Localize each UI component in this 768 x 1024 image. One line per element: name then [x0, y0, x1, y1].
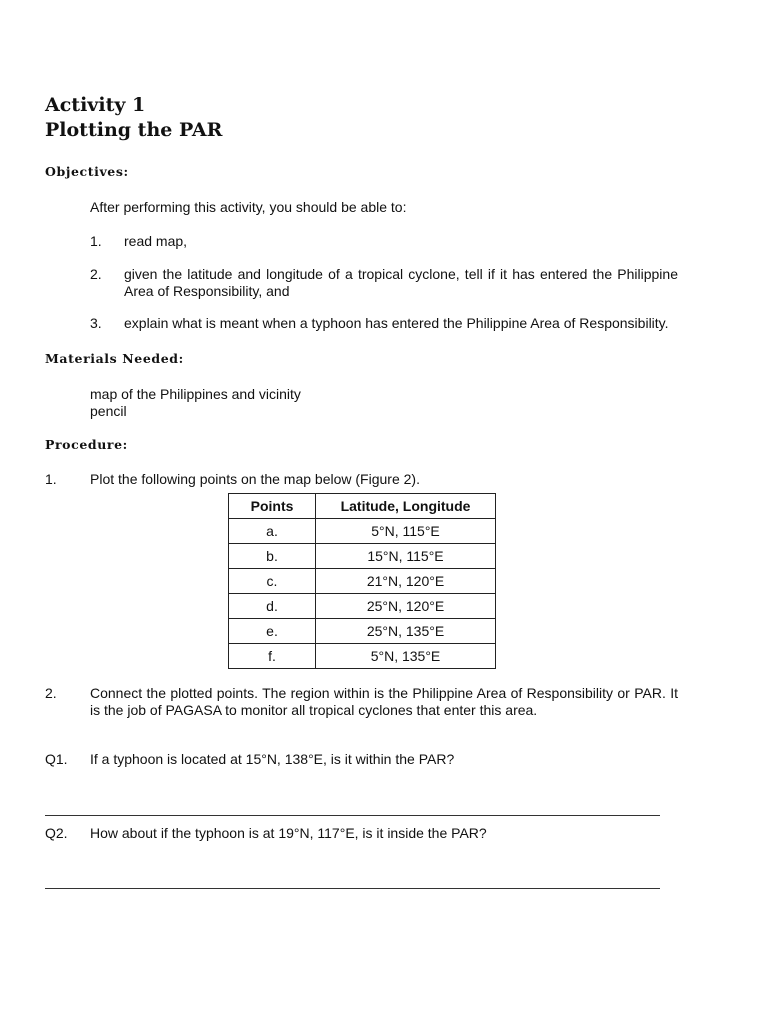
objective-number: 1. [90, 233, 102, 249]
point-label: e. [229, 619, 316, 644]
activity-subtitle: Plotting the PAR [45, 119, 223, 141]
objective-text: read map, [124, 233, 188, 249]
point-label: a. [229, 519, 316, 544]
point-coordinates: 25°N, 120°E [316, 594, 496, 619]
question-label: Q1. [45, 751, 68, 767]
point-coordinates: 5°N, 115°E [316, 519, 496, 544]
objective-text: given the latitude and longitude of a tropical cyclone, tell if it has entered the Philippine Area of Responsibility, and [124, 266, 678, 299]
procedure-step-text: Connect the plotted points. The region within is the Philippine Area of Responsibility or PAR. It is the job of PAGASA to monitor all tropical cyclones that enter this area. [90, 685, 678, 718]
point-label: c. [229, 569, 316, 594]
point-label: b. [229, 544, 316, 569]
question-label: Q2. [45, 825, 68, 841]
table-row [229, 619, 496, 644]
procedure-heading: Procedure: [45, 437, 128, 452]
procedure-step-number: 2. [45, 685, 57, 701]
objective-number: 2. [90, 266, 102, 282]
answer-line[interactable] [45, 888, 660, 889]
table-row [229, 569, 496, 594]
material-item: pencil [90, 403, 127, 419]
table-header-row [229, 494, 496, 519]
question-text: If a typhoon is located at 15°N, 138°E, is it within the PAR? [90, 751, 455, 767]
activity-title: Activity 1 [45, 94, 146, 116]
objectives-intro: After performing this activity, you should be able to: [90, 199, 407, 215]
procedure-step-number: 1. [45, 471, 57, 487]
table-header-cell: Points [229, 494, 316, 519]
answer-line[interactable] [45, 815, 660, 816]
coordinates-table [228, 493, 496, 669]
point-label: d. [229, 594, 316, 619]
table-row [229, 544, 496, 569]
objectives-heading: Objectives: [45, 164, 129, 179]
table-header-cell: Latitude, Longitude [316, 494, 496, 519]
table-row [229, 594, 496, 619]
point-label: f. [229, 644, 316, 669]
point-coordinates: 15°N, 115°E [316, 544, 496, 569]
procedure-step-text: Plot the following points on the map below (Figure 2). [90, 471, 420, 487]
materials-heading: Materials Needed: [45, 351, 184, 366]
question-text: How about if the typhoon is at 19°N, 117°E, is it inside the PAR? [90, 825, 487, 841]
table-row [229, 519, 496, 544]
point-coordinates: 5°N, 135°E [316, 644, 496, 669]
objective-number: 3. [90, 315, 102, 331]
material-item: map of the Philippines and vicinity [90, 386, 301, 402]
point-coordinates: 25°N, 135°E [316, 619, 496, 644]
point-coordinates: 21°N, 120°E [316, 569, 496, 594]
objective-text: explain what is meant when a typhoon has entered the Philippine Area of Responsibility. [124, 315, 669, 331]
table-row [229, 644, 496, 669]
